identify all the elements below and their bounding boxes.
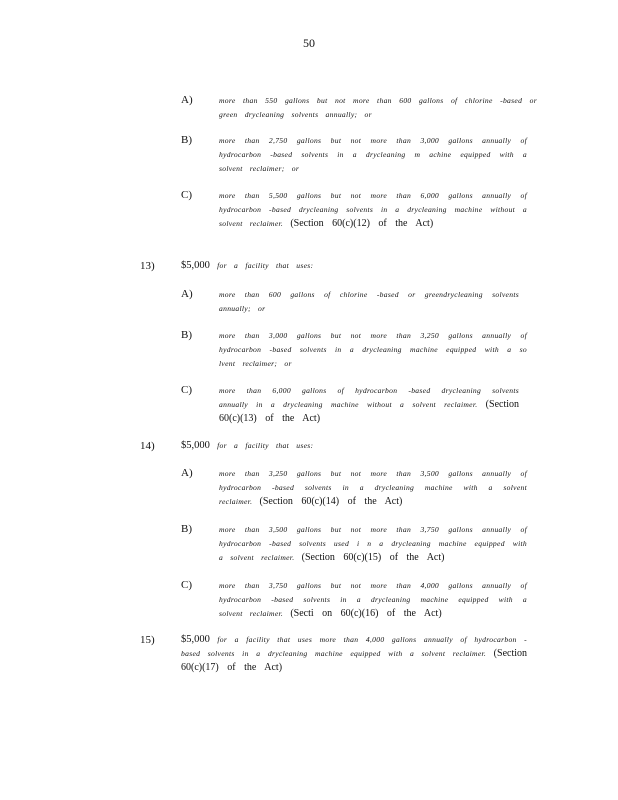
item-letter: C)	[181, 384, 192, 396]
item-letter: C)	[181, 579, 192, 591]
citation: (Section 60(c)(14) of the Act)	[259, 496, 403, 507]
item-letter: A)	[181, 94, 193, 106]
citation: (Section 60(c)(12) of the Act)	[290, 218, 434, 229]
item-text: more than 2,750 gallons but not more than 3,000 gallons annually of hydrocarbon -based solvents in a drycleaning m achine equipped with a solvent reclaimer; or	[219, 136, 527, 173]
section-number: 13)	[140, 260, 155, 272]
item-text: more than 3,750 gallons but not more than 4,000 gallons annually of hydrocarbon -based solvents in a drycleaning machine equipped with a solvent reclaimer. (Secti on 60(c)(16) of the Act)	[219, 581, 527, 619]
item-text: more than 6,000 gallons of hydrocarbon -based drycleaning solvents annually in a drycleaning machine without a solvent reclaimer. (Section 60(c)(13) of the Act)	[219, 386, 519, 424]
citation: (Section 60(c)(13) of the Act)	[219, 399, 519, 424]
item-letter: A)	[181, 288, 193, 300]
section-lead: $5,000 for a facility that uses more than 4,000 gallons annually of hydrocarbon -based solvents in a drycleaning machine equipped with a solvent reclaimer. (Section 60(c)(17) of the Act)	[181, 634, 527, 673]
item-text: more than 5,500 gallons but not more than 6,000 gallons annually of hydrocarbon -based drycleaning solvents in a drycleaning machine without a solvent reclaimer. (Section 60(c)(12) of the Act)	[219, 191, 527, 229]
item-text: more than 550 gallons but not more than 600 gallons of chlorine -based or green drycleaning solvents annually; or	[219, 96, 537, 119]
item-text: more than 600 gallons of chlorine -based or greendrycleaning solvents annually; or	[219, 290, 519, 313]
item-text: more than 3,000 gallons but not more than 3,250 gallons annually of hydrocarbon -based solvents in a drycleaning machine equipped with a so lvent reclaimer; or	[219, 331, 527, 368]
section-lead: $5,000 for a facility that uses:	[181, 260, 314, 271]
item-letter: C)	[181, 189, 192, 201]
citation: (Section 60(c)(15) of the Act)	[301, 552, 445, 563]
item-letter: A)	[181, 467, 193, 479]
section-lead: $5,000 for a facility that uses:	[181, 440, 314, 451]
item-letter: B)	[181, 134, 192, 146]
item-text: more than 3,250 gallons but not more than 3,500 gallons annually of hydrocarbon -based solvents in a drycleaning machine with a solvent reclaimer. (Section 60(c)(14) of the Act)	[219, 469, 527, 507]
citation: (Secti on 60(c)(16) of the Act)	[290, 608, 442, 619]
section-number: 14)	[140, 440, 155, 452]
item-letter: B)	[181, 523, 192, 535]
item-letter: B)	[181, 329, 192, 341]
section-number: 15)	[140, 634, 155, 646]
item-text: more than 3,500 gallons but not more than 3,750 gallons annually of hydrocarbon -based solvents used i n a drycleaning machine equipped with a solvent reclaimer. (Section 60(c)(15) of the Act)	[219, 525, 527, 563]
page-number: 50	[303, 36, 315, 50]
citation: (Section 60(c)(17) of the Act)	[181, 648, 527, 673]
